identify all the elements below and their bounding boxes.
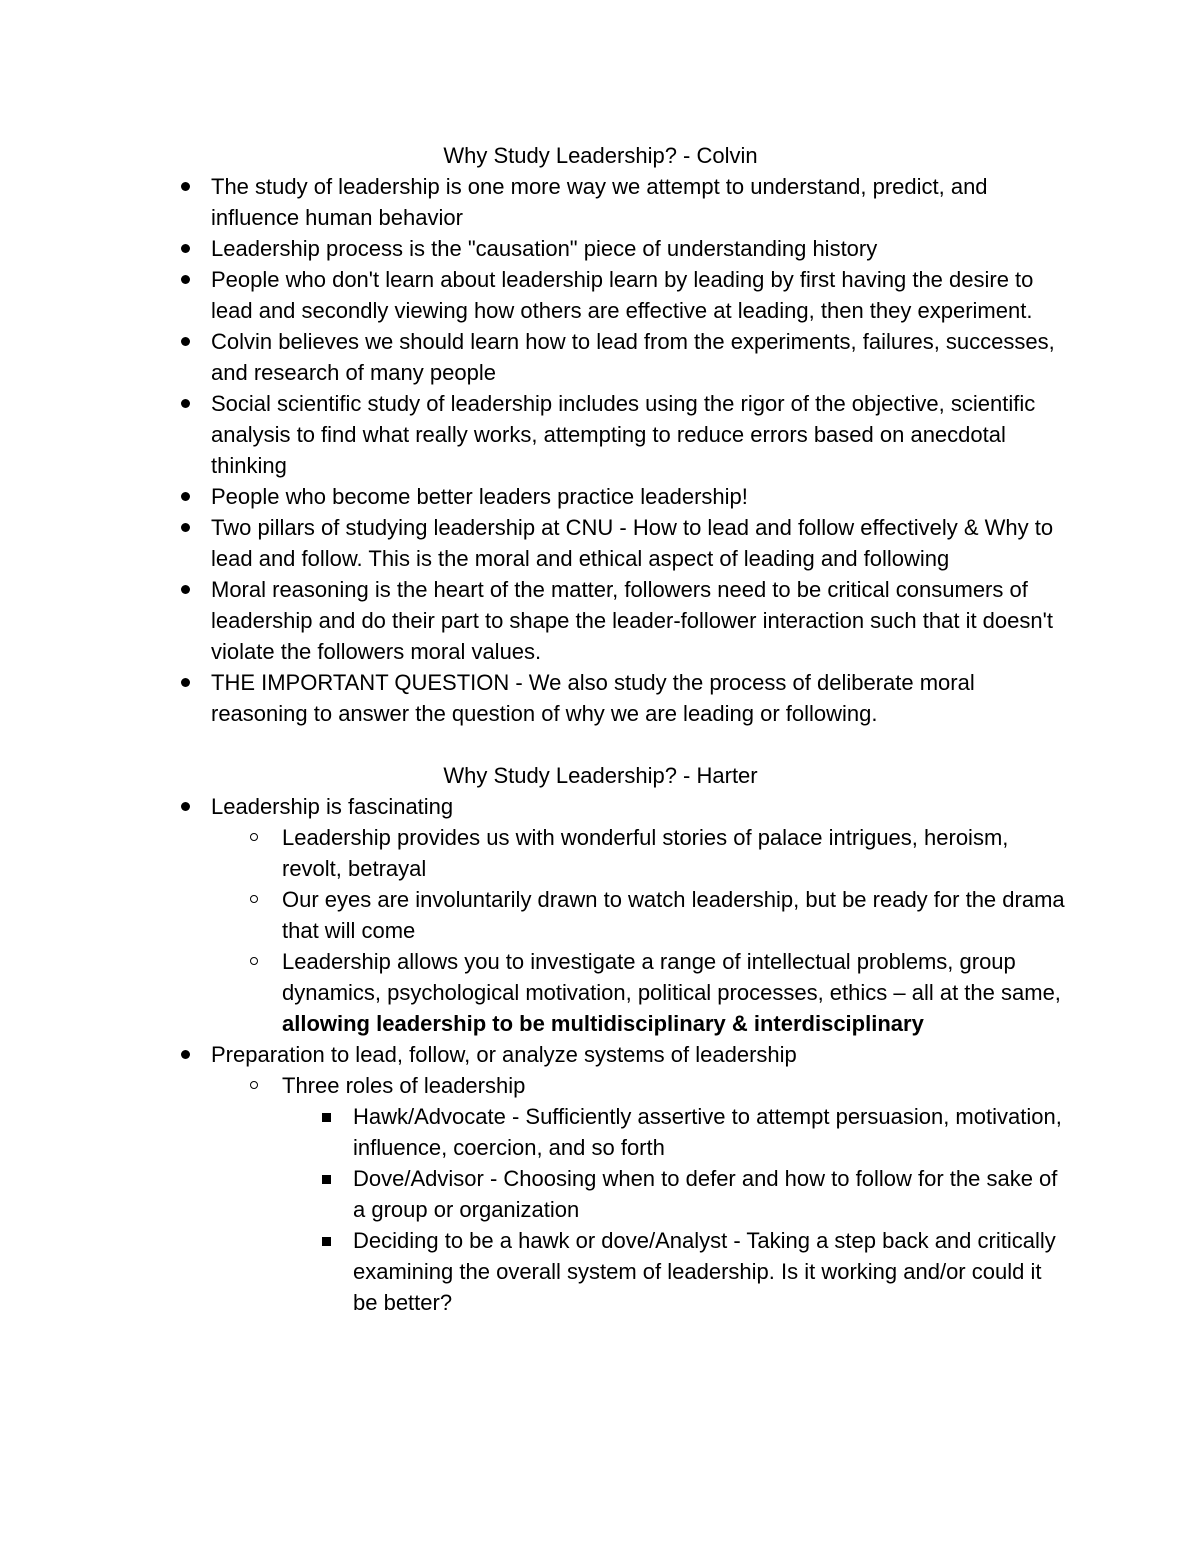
colvin-bullet-list <box>178 171 1068 729</box>
bullet-square-icon <box>322 1175 331 1184</box>
sub-list-item <box>178 822 1068 884</box>
section-spacer <box>178 729 1068 760</box>
bullet-circle-icon <box>250 957 258 965</box>
bullet-square-icon <box>322 1237 331 1246</box>
list-item-text: Leadership process is the "causation" piece of understanding history <box>211 236 878 261</box>
role-list-item-text: Dove/Advisor - Choosing when to defer and how to follow for the sake of a group or organization <box>353 1166 1058 1222</box>
bullet-circle-icon <box>250 895 258 903</box>
list-item-text: Two pillars of studying leadership at CNU - How to lead and follow effectively & Why to lead and follow. This is the moral and ethical aspect of leading and following <box>211 515 1054 571</box>
colvin-section-title: Why Study Leadership? - Colvin <box>443 143 758 168</box>
sub-list-item <box>178 1070 1068 1101</box>
list-item <box>178 667 1068 729</box>
sub-list-item-text: Leadership allows you to investigate a range of intellectual problems, group dynamics, psychological motivation, political processes, ethics – all at the same, <box>282 949 1061 1005</box>
bullet-dot-icon <box>181 523 190 532</box>
bullet-dot-icon <box>181 585 190 594</box>
bullet-dot-icon <box>181 182 190 191</box>
bullet-dot-icon <box>181 492 190 501</box>
harter-bullet-list <box>178 791 1068 1318</box>
list-item-text: Leadership is fascinating <box>211 794 454 819</box>
list-item-text: People who become better leaders practice leadership! <box>211 484 748 509</box>
list-item <box>178 512 1068 574</box>
bullet-dot-icon <box>181 399 190 408</box>
list-item-text: Moral reasoning is the heart of the matter, followers need to be critical consumers of leadership and do their part to shape the leader-follower interaction such that it doesn't violate the followers moral values. <box>211 577 1053 664</box>
bullet-dot-icon <box>181 678 190 687</box>
list-item <box>178 481 1068 512</box>
sub-list-item-text: Leadership provides us with wonderful stories of palace intrigues, heroism, revolt, betrayal <box>282 825 1009 881</box>
list-item <box>178 1039 1068 1070</box>
sub-list-item-text: Our eyes are involuntarily drawn to watch leadership, but be ready for the drama that will come <box>282 887 1065 943</box>
list-item <box>178 388 1068 481</box>
list-item <box>178 791 1068 822</box>
document-content <box>178 140 1068 1318</box>
list-item <box>178 264 1068 326</box>
role-list-item-text: Hawk/Advocate - Sufficiently assertive to attempt persuasion, motivation, influence, coercion, and so forth <box>353 1104 1062 1160</box>
role-list-item <box>178 1101 1068 1163</box>
list-item <box>178 171 1068 233</box>
list-item <box>178 574 1068 667</box>
list-item <box>178 326 1068 388</box>
sub-list-item <box>178 946 1068 1039</box>
list-item-text: People who don't learn about leadership learn by leading by first having the desire to lead and secondly viewing how others are effective at leading, then they experiment. <box>211 267 1034 323</box>
bullet-circle-icon <box>250 833 258 841</box>
bullet-dot-icon <box>181 275 190 284</box>
list-item <box>178 233 1068 264</box>
list-item-text: The study of leadership is one more way we attempt to understand, predict, and influence human behavior <box>211 174 988 230</box>
list-item-text: Colvin believes we should learn how to lead from the experiments, failures, successes, and research of many people <box>211 329 1055 385</box>
list-item-text: THE IMPORTANT QUESTION - We also study the process of deliberate moral reasoning to answer the question of why we are leading or following. <box>211 670 975 726</box>
list-item-text: Preparation to lead, follow, or analyze systems of leadership <box>211 1042 797 1067</box>
role-list-item <box>178 1163 1068 1225</box>
sub-list-item-text: Three roles of leadership <box>282 1073 526 1098</box>
harter-section-title: Why Study Leadership? - Harter <box>443 763 758 788</box>
role-list-item <box>178 1225 1068 1318</box>
bullet-circle-icon <box>250 1081 258 1089</box>
bullet-dot-icon <box>181 802 190 811</box>
role-list-item-text: Deciding to be a hawk or dove/Analyst - Taking a step back and critically examining the overall system of leadership. Is it working and/or could it be better? <box>353 1228 1056 1315</box>
bullet-dot-icon <box>181 1050 190 1059</box>
emphasis-text: allowing leadership to be multidisciplinary & interdisciplinary <box>282 1011 924 1036</box>
bullet-dot-icon <box>181 337 190 346</box>
bullet-dot-icon <box>181 244 190 253</box>
list-item-text: Social scientific study of leadership includes using the rigor of the objective, scientific analysis to find what really works, attempting to reduce errors based on anecdotal thinking <box>211 391 1036 478</box>
bullet-square-icon <box>322 1113 331 1122</box>
sub-list-item <box>178 884 1068 946</box>
